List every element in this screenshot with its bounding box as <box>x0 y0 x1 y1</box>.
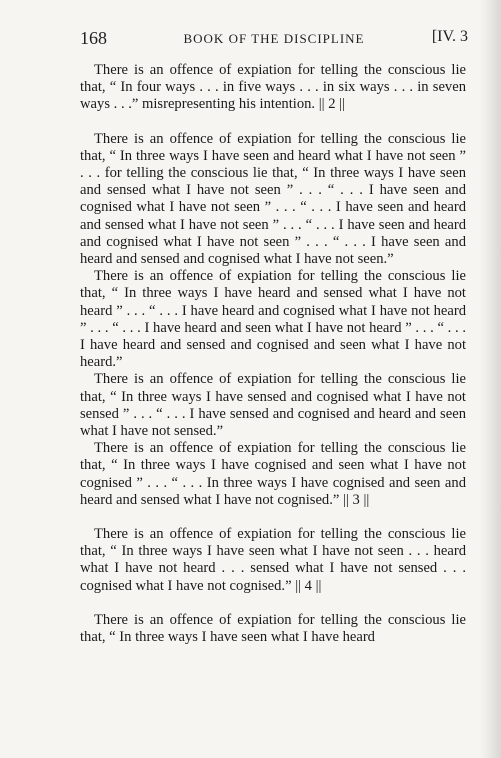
section-marker: [IV. 3 <box>431 28 468 45</box>
paragraph: There is an offence of expiation for telling the conscious lie that, “ In three ways I have seen what I have not seen . . . heard what I have not heard . . . sensed what I have not sensed . . . cognised what I have not cognised.” || 4 || <box>80 526 466 594</box>
page-number: 168 <box>80 28 107 48</box>
paragraph: There is an offence of expiation for telling the conscious lie that, “ In three ways I have cognised and seen what I have not cognised ” . . . “ . . . In three ways I have cognised and seen and heard and sensed what I have not cognised.” || 3 || <box>80 440 466 508</box>
page-body <box>80 62 466 646</box>
running-title: BOOK OF THE DISCIPLINE <box>183 31 365 46</box>
paragraph: There is an offence of expiation for telling the conscious lie that, “ In three ways I have heard and sensed what I have not heard ” . . . “ . . . I have heard and cognised what I have not heard ” . . . “ . . . I have heard and seen what I have not heard ” . . . “ . . . I have heard and sensed and cognised and seen what I have not heard.” <box>80 268 466 371</box>
page-edge-shadow <box>479 0 501 758</box>
paragraph: There is an offence of expiation for telling the conscious lie that, “ In three ways I have seen and heard what I have not seen ” . . . for telling the conscious lie that, “ In three ways I have seen and sensed what I have not seen ” . . . “ . . . I have seen and cognised what I have not seen ” . . . “ . . . I have seen and heard and sensed what I have not seen ” . . . “ . . . I have seen and heard and cognised what I have not seen ” . . . “ . . . I have seen and heard and sensed and cognised what I have not seen.” <box>80 130 466 268</box>
paragraph: There is an offence of expiation for telling the conscious lie that, “ In three ways I have sensed and cognised what I have not sensed ” . . . “ . . . I have sensed and cognised and heard and seen what I have not sensed.” <box>80 371 466 440</box>
running-header <box>80 28 468 50</box>
paragraph: There is an offence of expiation for telling the conscious lie that, “ In four ways . . . in five ways . . . in six ways . . . in seven ways . . .” misrepresenting his intention. || 2 || <box>80 62 466 113</box>
paragraph: There is an offence of expiation for telling the conscious lie that, “ In three ways I have seen what I have heard <box>80 611 466 646</box>
